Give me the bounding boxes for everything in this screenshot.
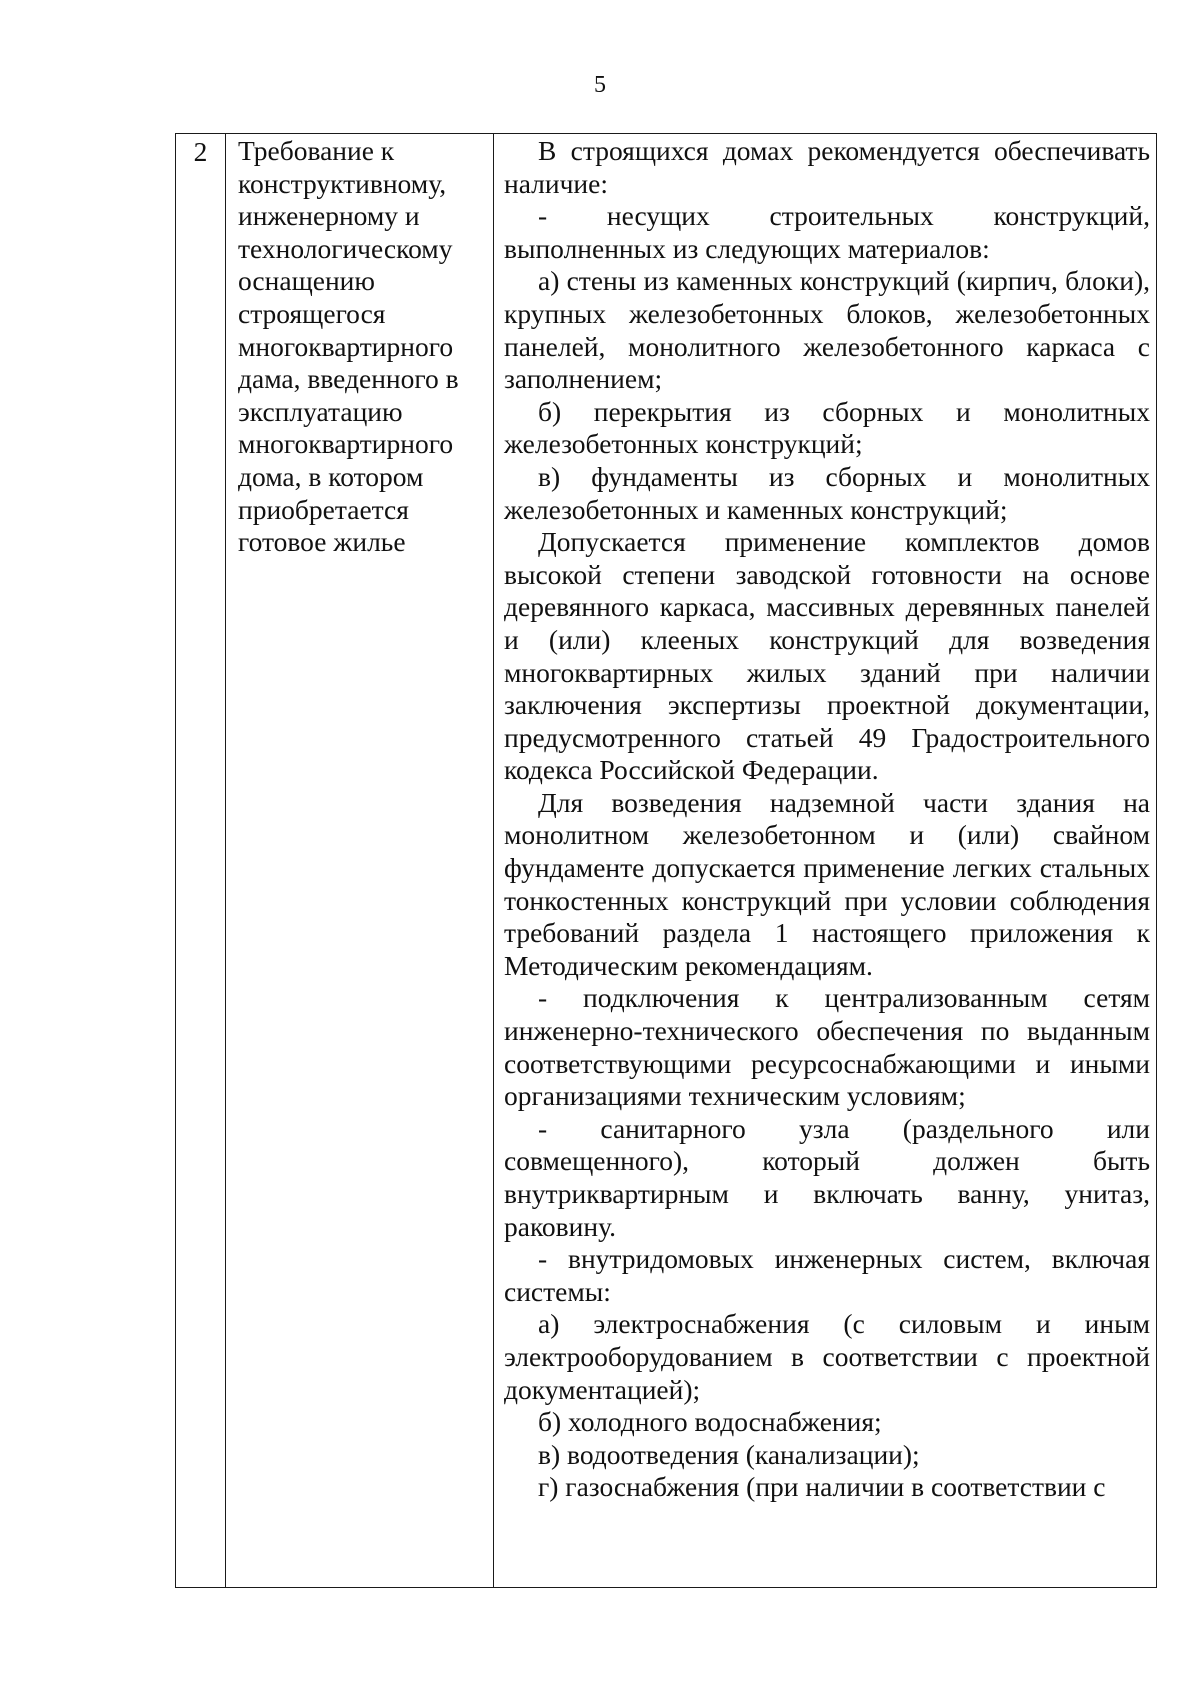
row-number: 2 bbox=[193, 136, 208, 167]
paragraph: в) фундаменты из сборных и монолитных железобетонных и каменных конструкций; bbox=[504, 460, 1150, 525]
requirement-text: Требование к конструктивному, инженерному и технологическому оснащению строящегося многоквартирного дама, введенного в эксплуатацию многоквартирного дома, в котором приобретается готовое жилье bbox=[238, 135, 459, 558]
table-row bbox=[176, 134, 1157, 1588]
paragraph: Для возведения надземной части здания на монолитном железобетонном и (или) свайном фундаменте допускается применение легких стальных тонкостенных конструкций при условии соблюдения требований раздела 1 настоящего приложения к Методическим рекомендациям. bbox=[504, 786, 1150, 981]
page-number: 5 bbox=[594, 72, 606, 98]
description-cell bbox=[494, 134, 1157, 1588]
paragraph: В строящихся домах рекомендуется обеспечивать наличие: bbox=[504, 135, 1150, 199]
paragraph: - подключения к централизованным сетям инженерно-технического обеспечения по выданным соответствующими ресурсоснабжающими и иными организациями техническим условиям; bbox=[504, 982, 1150, 1112]
row-number-cell bbox=[176, 134, 226, 1588]
paragraph: а) электроснабжения (с силовым и иным электрооборудованием в соответствии с проектной документацией); bbox=[504, 1308, 1150, 1405]
paragraph: г) газоснабжения (при наличии в соответствии с bbox=[538, 1471, 1106, 1503]
paragraph: б) перекрытия из сборных и монолитных железобетонных конструкций; bbox=[504, 395, 1150, 460]
paragraph: Допускается применение комплектов домов высокой степени заводской готовности на основе деревянного каркаса, массивных деревянных панелей и (или) клееных конструкций для возведения многоквартирных жилых зданий при наличии заключения экспертизы проектной документации, предусмотренного статьей 49 Градостроительного кодекса Российской Федерации. bbox=[504, 526, 1150, 786]
paragraph: б) холодного водоснабжения; bbox=[538, 1406, 882, 1438]
paragraph: - несущих строительных конструкций, выполненных из следующих материалов: bbox=[504, 200, 1150, 264]
description-body bbox=[494, 134, 1156, 1504]
paragraph: а) стены из каменных конструкций (кирпич, блоки), крупных железобетонных блоков, железобетонных панелей, монолитного железобетонного каркаса с заполнением; bbox=[504, 265, 1150, 395]
paragraph: - внутридомовых инженерных систем, включая системы: bbox=[504, 1243, 1150, 1307]
requirement-cell bbox=[226, 134, 494, 1588]
paragraph: - санитарного узла (раздельного или совмещенного), который должен быть внутриквартирным и включать ванну, унитаз, раковину. bbox=[504, 1112, 1150, 1242]
paragraph: в) водоотведения (канализации); bbox=[538, 1438, 920, 1470]
requirements-table bbox=[175, 133, 1157, 1588]
